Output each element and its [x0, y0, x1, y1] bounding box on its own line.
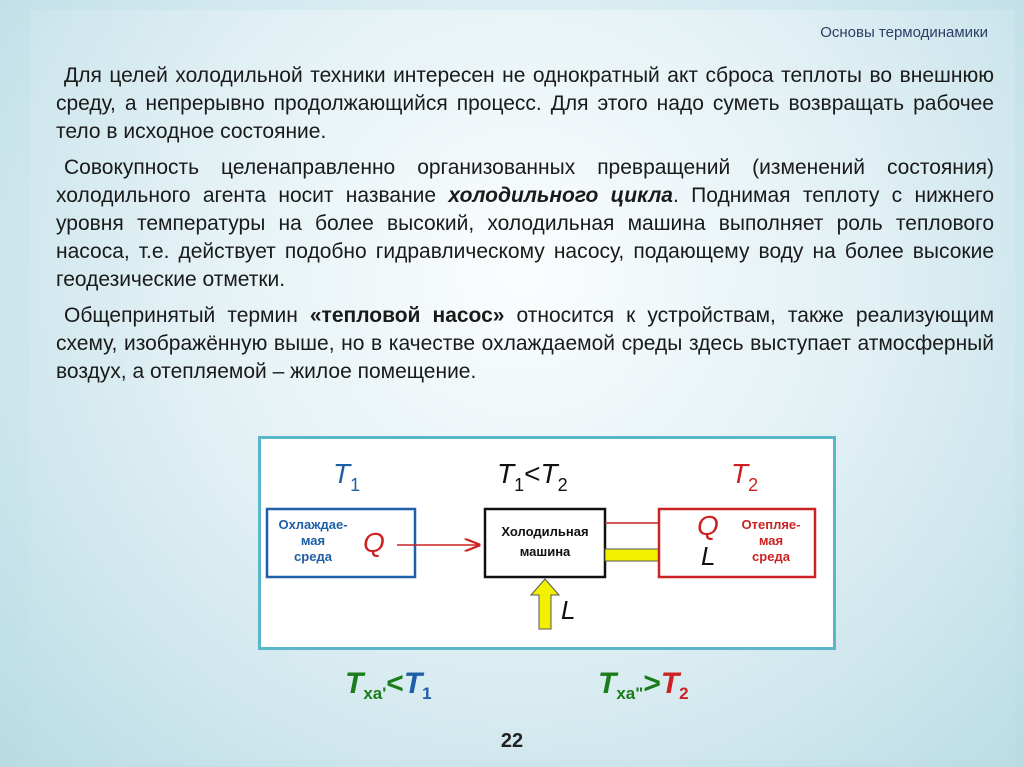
- formula-2-t: T: [598, 667, 617, 700]
- work-l-right: L: [701, 541, 716, 571]
- page-number: 22: [500, 730, 524, 752]
- heated-medium-label-2: мая: [758, 533, 784, 548]
- paragraph-2: [56, 154, 994, 294]
- formula-heated: [598, 667, 689, 704]
- label-t1-lt-t2: $T_1<T_2$: [497, 458, 568, 495]
- paragraph-2-text-a: Совокупность целенаправленно организованных превращений (изменений состояния) холодильного агента носит название: [56, 156, 994, 207]
- heated-medium-label-3: среда: [752, 549, 790, 564]
- paragraph-1: Для целей холодильной техники интересен не однократный акт сброса теплоты во внешнюю среду, а непрерывно продолжающийся процесс. Для этого надо суметь возвращать рабочее тело в исходное состояние.: [56, 64, 994, 143]
- machine-label-2: машина: [519, 544, 571, 559]
- diagram-svg: [261, 439, 833, 647]
- formula-1-op: <: [386, 667, 404, 700]
- paragraph-3-text-a: Общепринятый термин: [64, 304, 310, 327]
- label-t1: $T_1$: [333, 458, 361, 495]
- formula-1-sub: ха': [363, 684, 387, 703]
- formula-2-op: >: [643, 667, 661, 700]
- paragraph-3-text-b: относится к устройствам, также реализующим схему, изображённую выше, но в качестве охлаждаемой среды здесь выступает атмосферный воздух, а отепляемой – жилое помещение.: [56, 304, 995, 383]
- heated-medium-label-1: Отепляе-: [741, 517, 801, 532]
- formula-1-t: T: [345, 667, 364, 700]
- machine-label-1: Холодильная: [501, 524, 589, 539]
- formula-row: [0, 667, 1024, 707]
- slide-body: [56, 62, 994, 394]
- formula-1-sub1: 1: [422, 684, 432, 703]
- refrigeration-machine-box: [485, 509, 605, 577]
- work-in-arrow: [531, 579, 559, 629]
- heat-q-right: Q: [697, 510, 719, 541]
- formula-1-t1: T: [403, 667, 423, 700]
- formula-2-sub: ха": [616, 684, 644, 703]
- paragraph-2-text-b: . Поднимая теплоту с нижнего уровня температуры на более высокий, холодильная машина выполняет роль теплового насоса, т.е. действует подобно гидравлическому насосу, подающему воду на более высокие геодезические отметки.: [56, 184, 995, 291]
- label-t2: $T_2$: [731, 458, 759, 495]
- slide-header-title: Основы термодинамики: [820, 24, 988, 41]
- cooled-medium-label-3: среда: [294, 549, 332, 564]
- heat-pump-diagram: [258, 436, 836, 650]
- cooled-medium-label-1: Охлаждае-: [278, 517, 348, 532]
- term-refrigeration-cycle: холодильного цикла: [448, 184, 673, 207]
- cooled-medium-label-2: мая: [300, 533, 326, 548]
- formula-2-sub2: 2: [679, 684, 689, 703]
- work-l-bottom: L: [561, 595, 576, 625]
- formula-2-t2: T: [660, 667, 680, 700]
- formula-cooled: [345, 667, 432, 704]
- term-heat-pump: «тепловой насос»: [309, 304, 505, 327]
- heat-q-left: Q: [363, 527, 385, 558]
- paragraph-3: [56, 302, 994, 386]
